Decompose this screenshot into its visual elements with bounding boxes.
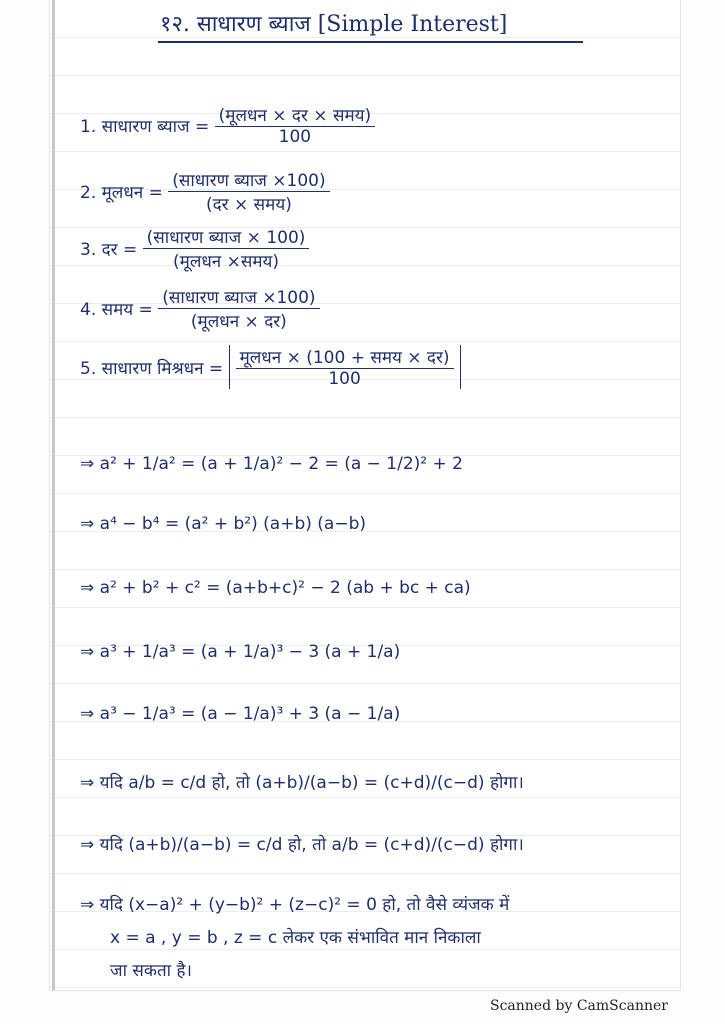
- formula-fraction: [236, 345, 454, 389]
- identity-row: ⇒ यदि a/b = c/d हो, तो (a+b)/(a−b) = (c+d)/(c−d) होगा।: [80, 773, 524, 793]
- formula-bracket: [229, 345, 461, 389]
- formula-numerator: (साधारण ब्याज × 100): [143, 225, 310, 249]
- identity-row: ⇒ a³ + 1/a³ = (a + 1/a)³ − 3 (a + 1/a): [80, 642, 401, 662]
- formula-fraction: [168, 168, 329, 215]
- formula-time: [80, 285, 320, 332]
- identity-row: ⇒ a³ − 1/a³ = (a − 1/a)³ + 3 (a − 1/a): [80, 704, 401, 724]
- formula-label: 2. मूलधन =: [80, 183, 163, 203]
- notebook-page: [50, 0, 680, 990]
- formula-numerator: (साधारण ब्याज ×100): [158, 285, 319, 309]
- formula-denominator: (मूलधन × दर): [190, 312, 287, 332]
- scanner-watermark: Scanned by CamScanner: [490, 998, 668, 1014]
- margin-line: [52, 0, 55, 990]
- formula-fraction: [215, 103, 375, 147]
- formula-denominator: 100: [328, 369, 361, 389]
- title-underline: [158, 41, 583, 43]
- formula-denominator: (मूलधन ×समय): [173, 252, 280, 272]
- formula-label: 1. साधारण ब्याज =: [80, 116, 210, 137]
- formula-label: 4. समय =: [80, 300, 153, 320]
- formula-denominator: (दर × समय): [206, 195, 292, 215]
- formula-rate: [80, 225, 309, 272]
- formula-numerator: (मूलधन × दर × समय): [215, 103, 375, 127]
- formula-denominator: 100: [278, 127, 312, 147]
- formula-simple-interest: [80, 103, 375, 147]
- formula-fraction: [143, 225, 310, 272]
- identity-row: ⇒ a² + 1/a² = (a + 1/a)² − 2 = (a − 1/2)² + 2: [80, 454, 463, 474]
- page-title: १२. साधारण ब्याज [Simple Interest]: [160, 12, 508, 37]
- identity-row: ⇒ a⁴ − b⁴ = (a² + b²) (a+b) (a−b): [80, 514, 366, 534]
- condition-line: ⇒ यदि (x−a)² + (y−b)² + (z−c)² = 0 हो, तो वैसे व्यंजक में: [80, 895, 510, 915]
- formula-numerator: (साधारण ब्याज ×100): [168, 168, 329, 192]
- condition-line: जा सकता है।: [110, 961, 192, 981]
- formula-label: 3. दर =: [80, 240, 138, 260]
- identity-row: ⇒ a² + b² + c² = (a+b+c)² − 2 (ab + bc + ca): [80, 578, 471, 598]
- formula-numerator: मूलधन × (100 + समय × दर): [236, 345, 454, 369]
- formula-fraction: [158, 285, 319, 332]
- formula-label: 5. साधारण मिश्रधन =: [80, 358, 224, 379]
- identity-row: ⇒ यदि (a+b)/(a−b) = c/d हो, तो a/b = (c+d)/(c−d) होगा।: [80, 835, 524, 855]
- formula-amount: [80, 345, 461, 389]
- formula-principal: [80, 168, 330, 215]
- condition-line: x = a , y = b , z = c लेकर एक संभावित मान निकाला: [110, 928, 481, 948]
